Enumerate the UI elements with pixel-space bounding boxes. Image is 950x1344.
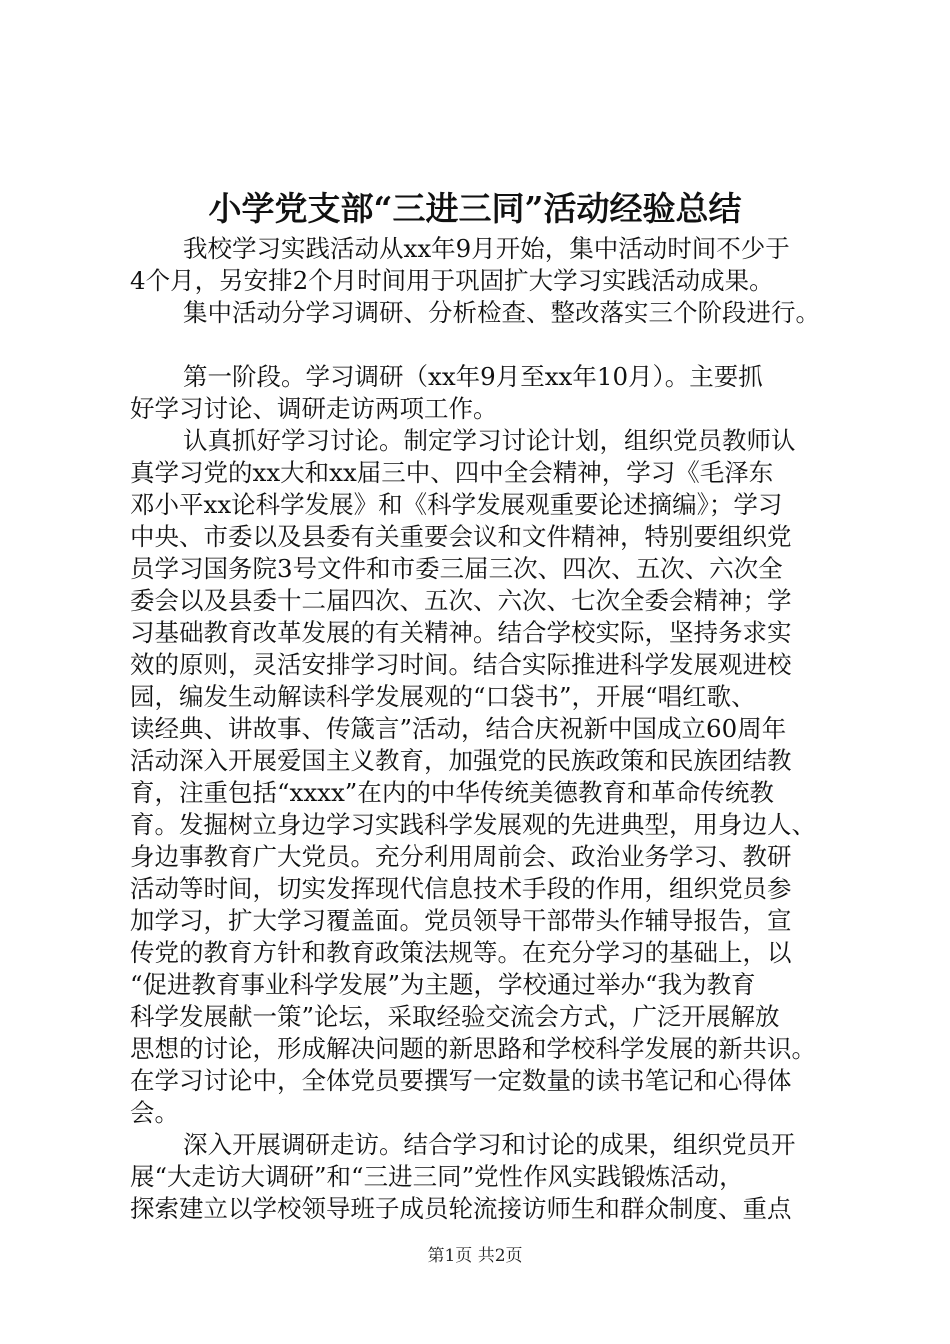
text-line: 思想的讨论，形成解决问题的新思路和学校科学发展的新共识。 xyxy=(130,1034,816,1063)
text-line: 习基础教育改革发展的有关精神。结合学校实际，坚持务求实 xyxy=(130,618,792,647)
text-line: 加学习，扩大学习覆盖面。党员领导干部带头作辅导报告，宣 xyxy=(130,906,792,935)
text-line: 效的原则，灵活安排学习时间。结合实际推进科学发展观进校 xyxy=(130,650,792,679)
text-line: 读经典、讲故事、传箴言”活动，结合庆祝新中国成立60周年 xyxy=(130,714,787,743)
document-body xyxy=(130,233,845,1225)
text-line: 园，编发生动解读科学发展观的“口袋书”，开展“唱红歌、 xyxy=(130,682,756,711)
text-line: 活动等时间，切实发挥现代信息技术手段的作用，组织党员参 xyxy=(130,874,792,903)
text-line: 展“大走访大调研”和“三进三同”党性作风实践锻炼活动， xyxy=(130,1162,744,1191)
text-line: 育。发掘树立身边学习实践科学发展观的先进典型，用身边人、 xyxy=(130,810,816,839)
document-title: 小学党支部“三进三同”活动经验总结 xyxy=(208,189,742,228)
text-line: 科学发展献一策”论坛，采取经验交流会方式，广泛开展解放 xyxy=(130,1002,780,1031)
text-line: 我校学习实践活动从xx年9月开始，集中活动时间不少于 xyxy=(183,234,790,263)
text-line: 活动深入开展爱国主义教育，加强党的民族政策和民族团结教 xyxy=(130,746,792,775)
text-line: 探索建立以学校领导班子成员轮流接访师生和群众制度、重点 xyxy=(130,1194,792,1223)
text-line: 会。 xyxy=(130,1098,179,1127)
text-line: 好学习讨论、调研走访两项工作。 xyxy=(130,394,498,423)
text-line: 委会以及县委十二届四次、五次、六次、七次全委会精神；学 xyxy=(130,586,792,615)
text-line: 深入开展调研走访。结合学习和讨论的成果，组织党员开 xyxy=(183,1130,796,1159)
text-line: 集中活动分学习调研、分析检查、整改落实三个阶段进行。 xyxy=(183,298,820,327)
text-line: 身边事教育广大党员。充分利用周前会、政治业务学习、教研 xyxy=(130,842,792,871)
text-line: 邓小平xx论科学发展》和《科学发展观重要论述摘编》；学习 xyxy=(130,490,783,519)
text-line: 真学习党的xx大和xx届三中、四中全会精神，学习《毛泽东 xyxy=(130,458,774,487)
text-line: 传党的教育方针和教育政策法规等。在充分学习的基础上，以 xyxy=(130,938,792,967)
text-line: 育，注重包括“xxxx”在内的中华传统美德教育和革命传统教 xyxy=(130,778,774,807)
text-line: 员学习国务院3号文件和市委三届三次、四次、五次、六次全 xyxy=(130,554,783,583)
text-line: 第一阶段。学习调研（xx年9月至xx年10月）。主要抓 xyxy=(183,362,763,391)
text-line: “促进教育事业科学发展”为主题，学校通过举办“我为教育 xyxy=(130,970,756,999)
text-line: 中央、市委以及县委有关重要会议和文件精神，特别要组织党 xyxy=(130,522,792,551)
text-line: 4个月，另安排2个月时间用于巩固扩大学习实践活动成果。 xyxy=(130,266,774,295)
blank-line xyxy=(130,329,845,361)
text-line: 认真抓好学习讨论。制定学习讨论计划，组织党员教师认 xyxy=(183,426,796,455)
page-footer: 第1页 共2页 xyxy=(427,1246,523,1266)
text-line: 在学习讨论中，全体党员要撰写一定数量的读书笔记和心得体 xyxy=(130,1066,792,1095)
